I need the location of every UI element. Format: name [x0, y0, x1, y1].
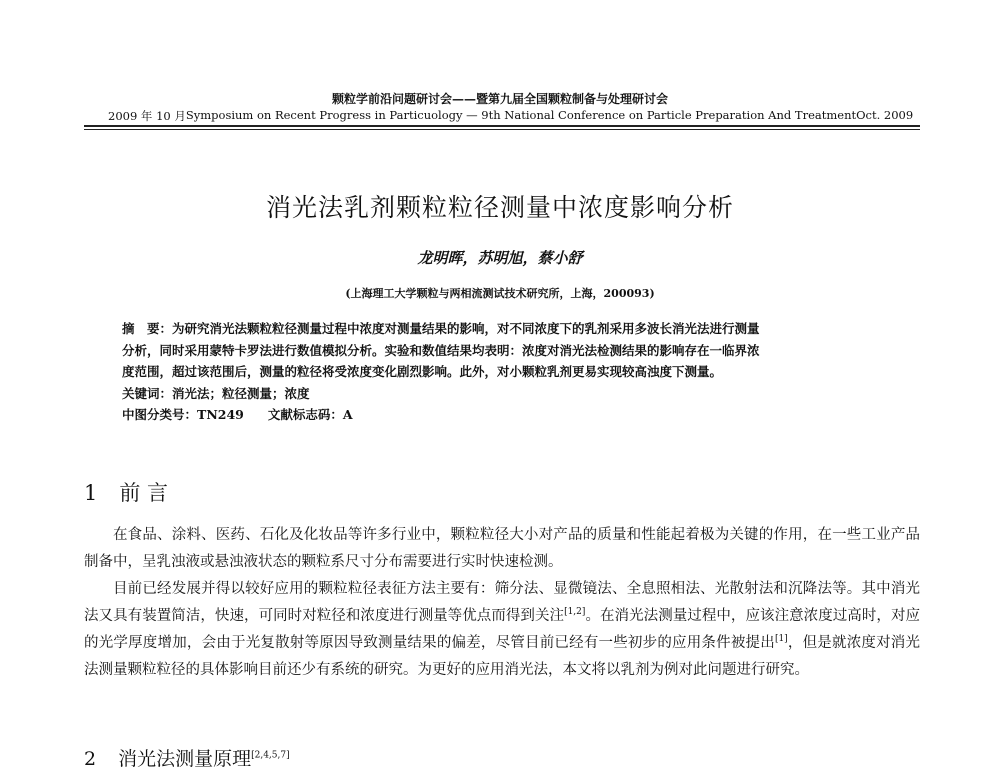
- conference-header-line: [108, 108, 914, 124]
- abstract-block: [122, 318, 902, 426]
- paper-title: 消光法乳剂颗粒粒径测量中浓度影响分析: [265, 193, 734, 222]
- header-date-cn: 2009 年 10 月: [108, 109, 186, 123]
- section-2-heading: [84, 744, 290, 771]
- keywords-line: [122, 383, 902, 405]
- paragraph-2-part-b: 。在消光法测量过程中，应该注意浓度过高时，对应的光学厚度增加，会由于光复散射等原因导致测量结果的偏差，尽管目前已经有一些初步的应用条件被提出: [84, 608, 920, 651]
- class-value: TN249: [197, 407, 244, 422]
- citation-1: [1]: [774, 634, 788, 645]
- header-date-en: Oct. 2009: [856, 108, 914, 122]
- section-2-number: 2: [84, 748, 97, 770]
- keywords-value: 消光法；粒径测量；浓度: [172, 385, 310, 401]
- doc-value: A: [342, 407, 353, 422]
- class-label: 中图分类号：: [122, 407, 198, 422]
- header-symposium-en: Symposium on Recent Progress in Particuology — 9th National Conference on Particle Preparation And Treatment: [185, 108, 857, 122]
- section-1-title: 前 言: [119, 481, 169, 505]
- header-rule-thin: [84, 129, 920, 130]
- conference-header-cn: 颗粒学前沿问题研讨会——暨第九届全国颗粒制备与处理研讨会: [331, 92, 668, 106]
- paragraph-2-part-a: 目前已经发展并得以较好应用的颗粒粒径表征方法主要有：筛分法、显微镜法、全息照相法、光散射法和沉降法等。其中消光法又具有装置简洁，快速，可同时对粒径和浓度进行测量等优点而得到关注: [84, 581, 920, 624]
- classification-line: [122, 404, 902, 426]
- abstract-label: 摘 要：: [122, 321, 173, 336]
- paper-affiliation: (上海理工大学颗粒与两相流测试技术研究所，上海，200093): [345, 287, 655, 300]
- abstract-line-3: 度范围，超过该范围后，测量的粒径将受浓度变化剧烈影响。此外，对小颗粒乳剂更易实现较高浊度下测量。: [122, 364, 723, 379]
- paragraph-2-part-c: ，但是就浓度对消光法测量颗粒粒径的具体影响目前还少有系统的研究。为更好的应用消光法，本文将以乳剂为例对此问题进行研究。: [84, 635, 920, 678]
- paragraph-1: 在食品、涂料、医药、石化及化妆品等许多行业中，颗粒粒径大小对产品的质量和性能起着极为关键的作用，在一些工业产品制备中，呈乳浊液或悬浊液状态的颗粒系尺寸分布需要进行实时快速检测。: [84, 527, 920, 570]
- paper-authors: 龙明晖，苏明旭，蔡小舒: [417, 249, 583, 267]
- section-2-citation: [2,4,5,7]: [251, 750, 290, 761]
- citation-1-2: [1,2]: [564, 607, 586, 618]
- abstract-line-1: [122, 318, 902, 340]
- paragraph-2: [84, 576, 920, 684]
- section-1-body: [84, 522, 920, 684]
- keywords-label: 关键词：: [122, 385, 173, 401]
- section-2-title: 消光法测量原理: [118, 748, 252, 770]
- doc-label: 文献标志码：: [267, 407, 343, 422]
- abstract-text-1: 为研究消光法颗粒粒径测量过程中浓度对测量结果的影响，对不同浓度下的乳剂采用多波长消光法进行测量: [172, 321, 760, 336]
- section-1-heading: [84, 477, 168, 507]
- abstract-line-2: 分析，同时采用蒙特卡罗法进行数值模拟分析。实验和数值结果均表明：浓度对消光法检测结果的影响存在一临界浓: [122, 342, 760, 358]
- section-1-number: 1: [84, 481, 98, 505]
- header-rule-thick: [84, 125, 920, 127]
